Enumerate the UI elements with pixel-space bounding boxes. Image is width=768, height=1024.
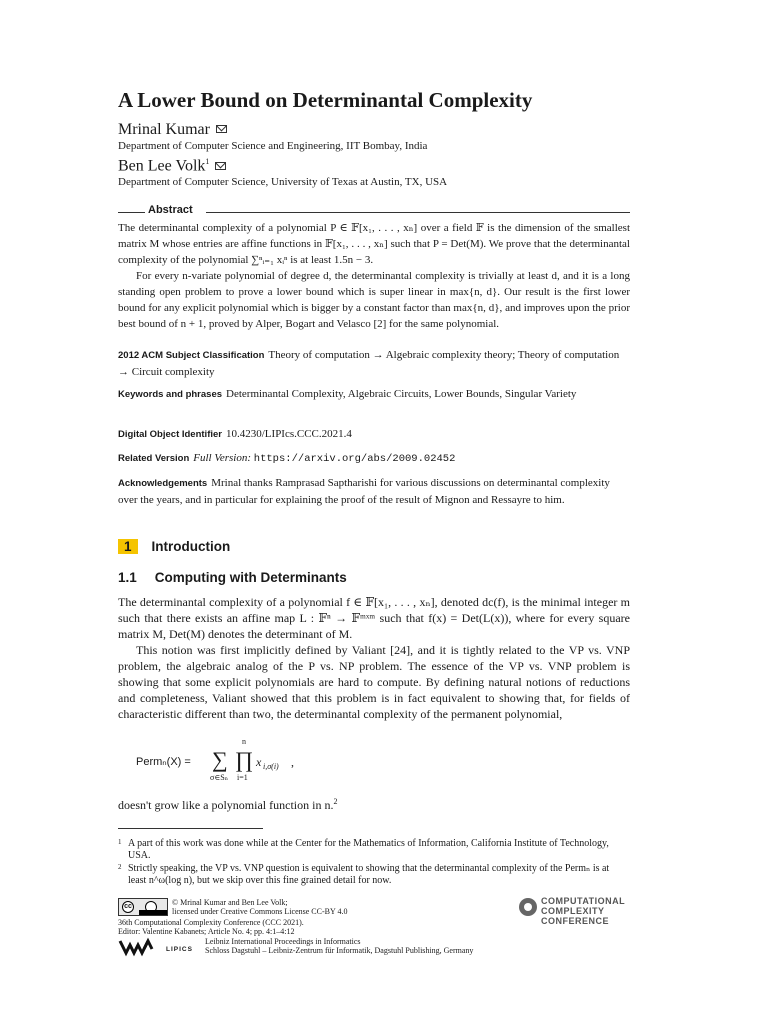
footnote-2 (118, 863, 630, 887)
author-2-affiliation: Department of Computer Science, University of Texas at Austin, TX, USA (118, 176, 448, 188)
related-version-label: Related Version (118, 453, 190, 464)
paper-title: A Lower Bound on Determinantal Complexity (118, 88, 533, 112)
conference-logo-line-1: COMPUTATIONAL (541, 896, 626, 906)
author-2 (118, 157, 226, 175)
formula-prod: ∏ (235, 747, 254, 772)
formula-sum-index: σ∈Sₙ (210, 773, 229, 782)
related-version-prefix: Full Version: (193, 452, 252, 464)
abstract-rule-right (206, 212, 630, 213)
abstract-paragraph-2: For every n-variate polynomial of degree d, the determinantal complexity is trivially at least d, and it is a long standing open problem to prove a lower bound which is super linear in max{n, d}. Our result is the first lower bound for any explicit polynomial which is bigger by a constant factor than max{n, d}, and improves upon the prior best bound of n + 1, proved by Alper, Bogart and Velasco [2] for the same polynomial. (118, 270, 630, 330)
acknowledgements (118, 475, 630, 508)
author-2-footnote-marker: 1 (205, 157, 210, 166)
gear-icon (519, 898, 537, 916)
license-line-2: licensed under Creative Commons License CC-BY 4.0 (172, 907, 348, 916)
ccc-conference-logo (519, 896, 639, 928)
intro-paragraph-3 (118, 794, 630, 813)
formula-lhs: Permₙ(X) = (136, 756, 191, 768)
conference-logo-line-2: COMPLEXITY (541, 906, 605, 916)
acknowledgements-label: Acknowledgements (118, 478, 208, 489)
section-number: 1 (118, 539, 138, 554)
formula-prod-index: i=1 (237, 773, 248, 782)
acm-classification-label: 2012 ACM Subject Classification (118, 350, 265, 361)
footnote-number: 2 (118, 863, 122, 871)
author-1-name: Mrinal Kumar (118, 121, 210, 138)
formula-comma: , (291, 755, 294, 769)
acknowledgements-text: Mrinal thanks Ramprasad Saptharishi for various discussions on determinantal complexity over the years, and in particular for explaining the proof of the result of Mignon and Ressayre to him. (118, 477, 610, 506)
footnote-number: 1 (118, 838, 122, 846)
conference-logo-text (541, 896, 625, 926)
footnote-text: Strictly speaking, the VP vs. VNP question is equivalent to showing that the determinantal complexity of the Permₙ is at least n^ω(log n), but we skip over this fine grained detail for now. (128, 863, 610, 886)
conference-line-2: Editor: Valentine Kabanets; Article No. 4; pp. 4:1–4:12 (118, 927, 295, 936)
acm-classification (118, 347, 630, 380)
lipics-logo (118, 935, 198, 959)
section-title: Introduction (151, 539, 231, 554)
author-1-affiliation: Department of Computer Science and Engineering, IIT Bombay, India (118, 140, 428, 152)
doi (118, 426, 630, 443)
permanent-formula (136, 737, 336, 785)
formula-prod-upper: n (242, 737, 246, 746)
subsection-title: Computing with Determinants (154, 570, 347, 585)
abstract-paragraph-1: The determinantal complexity of a polynomial P ∈ 𝔽[x₁, . . . , xₙ] over a field 𝔽 is the dimension of the smallest matrix M whose entries are affine functions in 𝔽[x₁, . . . , xₙ] such that P = Det(M). We prove that the determinantal complexity of the polynomial ∑ⁿᵢ₌₁ xᵢⁿ is at least 1.5n − 3. (118, 222, 630, 266)
keywords-label: Keywords and phrases (118, 389, 223, 400)
doi-label: Digital Object Identifier (118, 429, 222, 440)
conference-logo-line-3: CONFERENCE (541, 916, 610, 926)
related-version-link[interactable]: https://arxiv.org/abs/2009.02452 (253, 453, 456, 465)
formula-term: x (256, 755, 262, 769)
formula-sum: ∑ (212, 747, 228, 772)
email-icon[interactable] (215, 162, 226, 170)
keywords (118, 386, 630, 403)
conference-line-1: 36th Computational Complexity Conference (CCC 2021). (118, 918, 304, 927)
email-icon[interactable] (216, 125, 227, 133)
acm-classification-value: Theory of computation → Algebraic complexity theory; Theory of computation → Circuit complexity (118, 349, 620, 378)
footnote-text: A part of this work was done while at the Center for the Mathematics of Information, California Institute of Technology, USA. (128, 838, 609, 861)
abstract-heading (118, 205, 630, 219)
intro-body (118, 594, 630, 722)
cc-by-license-icon[interactable] (118, 898, 168, 916)
keywords-value: Determinantal Complexity, Algebraic Circuits, Lower Bounds, Singular Variety (226, 388, 577, 400)
subsection-heading (118, 570, 347, 585)
lipics-wordmark: LIPICS (166, 946, 193, 953)
abstract-label: Abstract (148, 204, 193, 216)
footnote-1 (118, 838, 630, 862)
formula-term-index: i,σ(i) (263, 762, 279, 771)
abstract-body (118, 220, 630, 332)
abstract-rule-left (118, 212, 145, 213)
license-line-1: © Mrinal Kumar and Ben Lee Volk; (172, 898, 288, 907)
cc-icon: cc (122, 901, 134, 913)
intro-paragraph-1: The determinantal complexity of a polynomial f ∈ 𝔽[x₁, . . . , xₙ], denoted dc(f), is the minimal integer m such that there exists an affine map L : 𝔽ⁿ → 𝔽ᵐˣᵐ such that f(x) = Det(L(x)), where for every square matrix M, Det(M) denotes the determinant of M. (118, 595, 630, 641)
footnote-rule (118, 828, 263, 829)
lipics-line-2: Schloss Dagstuhl – Leibniz-Zentrum für Informatik, Dagstuhl Publishing, Germany (205, 946, 474, 955)
cc-badge-bar (139, 910, 167, 915)
author-1 (118, 121, 227, 139)
intro-paragraph-3-text: doesn't grow like a polynomial function in n. (118, 798, 334, 812)
subsection-number: 1.1 (118, 570, 137, 585)
lipics-line-1: Leibniz International Proceedings in Informatics (205, 937, 361, 946)
intro-paragraph-2: This notion was first implicitly defined by Valiant [24], and it is tightly related to the VP vs. VNP problem, the algebraic analog of the P vs. NP problem. The essence of the VP vs. VNP problem is showing that some explicit polynomials are hard to compute. By defining natural notions of reductions and completeness, Valiant showed that this problem is in fact equivalent to showing that, for fields of characteristic different than two, the determinantal complexity of the permanent polynomial, (118, 643, 630, 721)
doi-link[interactable]: 10.4230/LIPIcs.CCC.2021.4 (226, 428, 352, 440)
footnote-marker-2[interactable]: 2 (333, 797, 338, 806)
author-2-name: Ben Lee Volk (118, 157, 206, 175)
related-version (118, 450, 630, 467)
section-heading-introduction (118, 539, 230, 554)
